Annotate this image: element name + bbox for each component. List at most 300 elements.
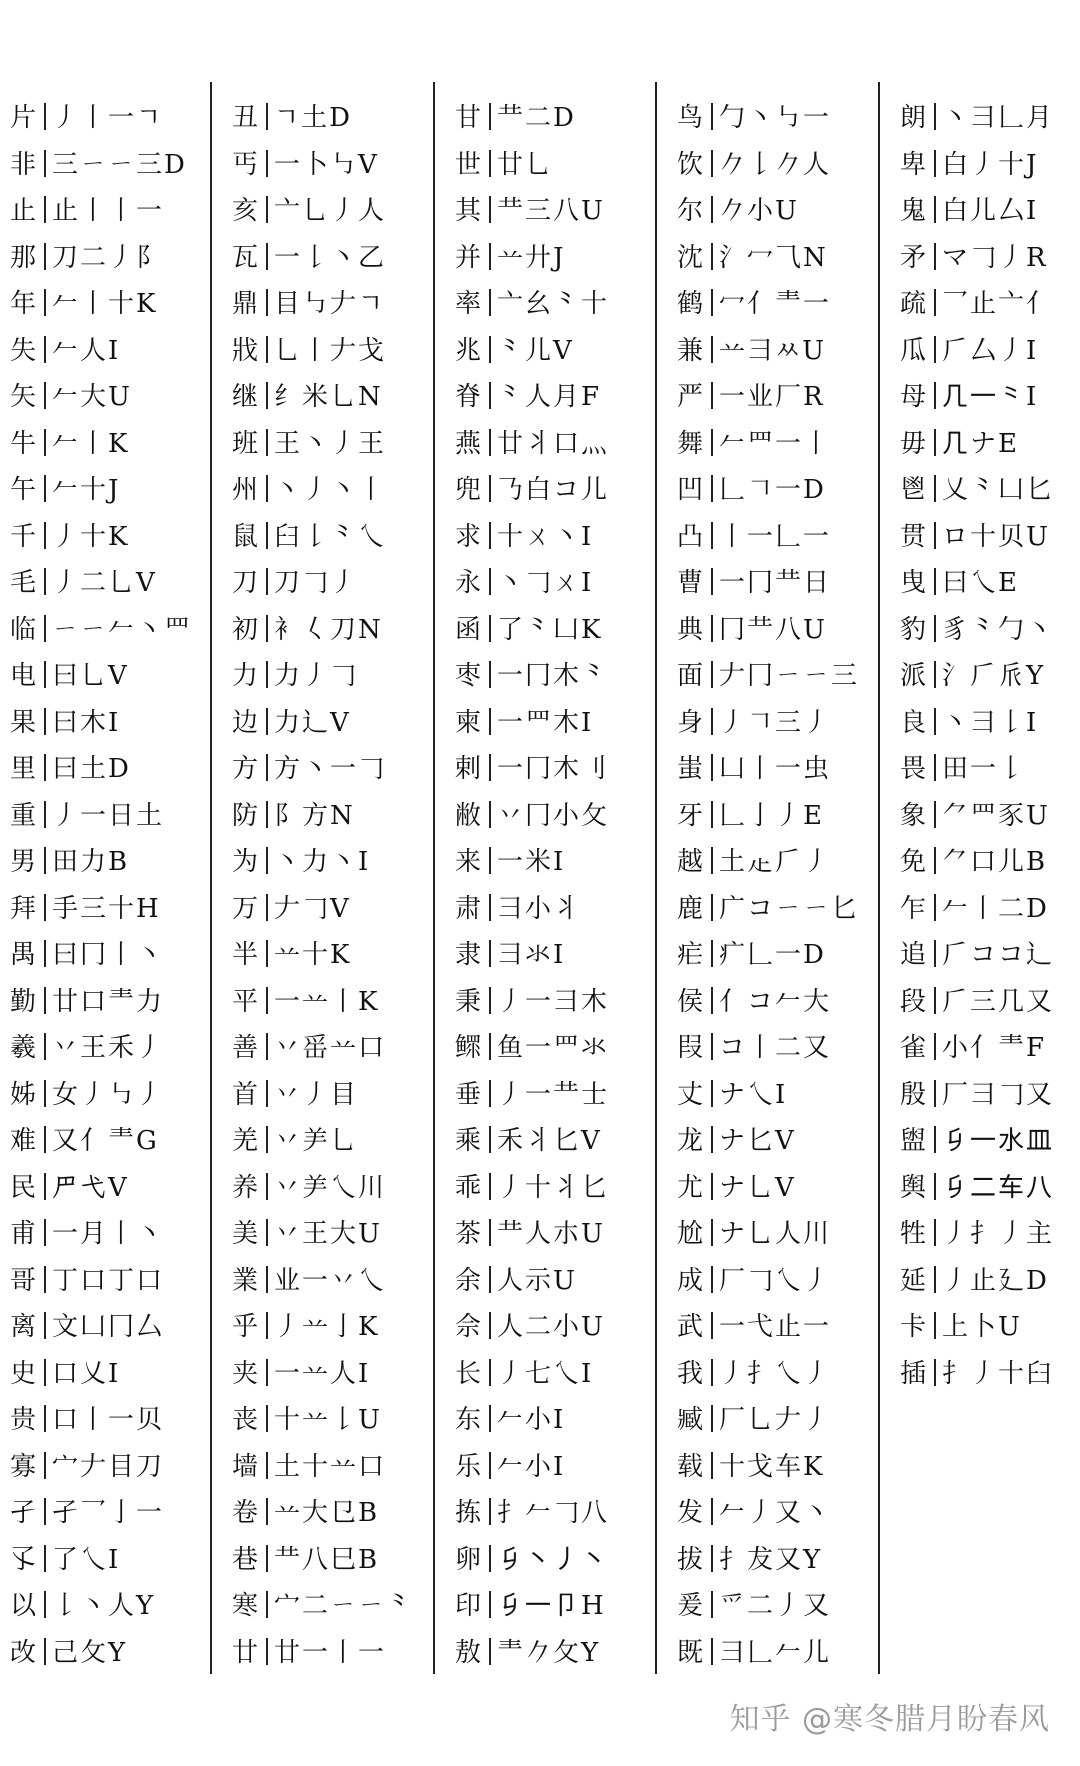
entry-separator <box>489 1498 491 1525</box>
entry-separator <box>489 429 491 456</box>
character-entry <box>677 467 882 514</box>
character-entry <box>455 1025 660 1072</box>
character-entry <box>455 886 660 933</box>
entry-code: 丁口丁口 <box>52 1265 165 1296</box>
entry-code: 阝方N <box>274 800 355 831</box>
entry-separator <box>489 289 491 316</box>
entry-code: 一业厂R <box>719 382 825 412</box>
entry-code: 丿一龷士 <box>497 1079 610 1110</box>
character-entry <box>455 1258 660 1305</box>
entry-character: 刀 <box>232 568 260 598</box>
character-entry <box>455 839 660 886</box>
entry-code: 𠃊𠃍一D <box>719 475 826 505</box>
entry-character: 爰 <box>677 1591 705 1621</box>
entry-separator <box>489 196 491 223</box>
entry-code: 𠂇冂ㄧㄧ三 <box>719 661 860 691</box>
character-entry <box>10 142 215 189</box>
entry-separator <box>44 1266 46 1293</box>
entry-character: 象 <box>900 800 928 831</box>
entry-code: 䒑廾J <box>497 242 566 273</box>
entry-separator <box>489 940 491 967</box>
entry-character: 丧 <box>232 1405 260 1435</box>
character-entry <box>455 374 660 421</box>
entry-character: 史 <box>10 1358 38 1389</box>
entry-code: ⺕氺I <box>497 940 566 970</box>
character-entry <box>677 142 882 189</box>
character-entry <box>232 142 437 189</box>
entry-separator <box>44 475 46 502</box>
character-entry <box>677 1537 882 1584</box>
entry-separator <box>934 801 936 828</box>
entry-separator <box>489 1266 491 1293</box>
entry-code: 厂乚𠂇丿 <box>719 1405 832 1435</box>
character-entry <box>10 607 215 654</box>
entry-character: 越 <box>677 847 705 877</box>
entry-code: ナ乚人川 <box>719 1219 832 1249</box>
entry-code: 丿丨一ㄱ <box>52 103 164 133</box>
character-entry <box>10 1211 215 1258</box>
entry-character: 方 <box>232 754 260 784</box>
entry-code: 宀𠂇目刀 <box>52 1451 165 1482</box>
entry-code: 禾丬匕V <box>497 1126 602 1156</box>
entry-separator <box>266 987 268 1014</box>
entry-code: 三ㄧㄧ三D <box>52 149 187 180</box>
character-entry <box>900 421 1080 468</box>
entry-separator <box>44 336 46 363</box>
entry-character: 舆 <box>900 1172 928 1203</box>
entry-separator <box>489 1033 491 1060</box>
entry-character: 毋 <box>900 428 928 459</box>
entry-character: 鬯 <box>900 475 928 505</box>
entry-character: 夹 <box>232 1358 260 1389</box>
character-entry <box>232 281 437 328</box>
entry-character: 以 <box>10 1591 38 1621</box>
entry-code: 亠幺⺀十 <box>497 289 610 319</box>
entry-code: 𠂎丶丿丶 <box>497 1544 610 1575</box>
entry-code: 𠄎白コ儿 <box>497 475 610 505</box>
character-entry <box>900 1025 1080 1072</box>
entry-code: 彐𠃊𠂉儿 <box>719 1637 832 1668</box>
entry-code: 𠂉丿又丶 <box>719 1498 832 1528</box>
character-entry <box>900 281 1080 328</box>
entry-code: 丷王禾丿 <box>52 1033 165 1063</box>
entry-character: 鼠 <box>232 521 260 552</box>
entry-code: 乛止亠⺅ <box>942 289 1055 319</box>
character-entry <box>232 467 437 514</box>
column-5 <box>900 95 1080 1397</box>
entry-separator <box>489 382 491 409</box>
entry-separator <box>266 1126 268 1153</box>
entry-separator <box>266 1266 268 1293</box>
entry-code: 𠂉人I <box>52 335 121 366</box>
entry-code: 人示U <box>497 1265 577 1296</box>
character-entry <box>10 1118 215 1165</box>
entry-character: 舞 <box>677 428 705 459</box>
entry-character: 既 <box>677 1637 705 1668</box>
entry-separator <box>711 1545 713 1572</box>
entry-code: 丶丿丶丨 <box>274 475 387 505</box>
entry-character: 尤 <box>677 1172 705 1203</box>
character-entry <box>677 1072 882 1119</box>
entry-character: 东 <box>455 1405 483 1435</box>
entry-character: 乖 <box>455 1172 483 1203</box>
entry-code: 亻コ𠂉大 <box>719 986 832 1017</box>
entry-character: 鹤 <box>677 289 705 319</box>
entry-separator <box>711 1405 713 1432</box>
character-entry <box>900 1304 1080 1351</box>
entry-character: 拔 <box>677 1544 705 1575</box>
entry-code: 上卜U <box>942 1312 1022 1342</box>
entry-code: ナ匕V <box>719 1126 796 1156</box>
entry-separator <box>44 1591 46 1618</box>
entry-character: 戕 <box>232 335 260 366</box>
entry-character: 寒 <box>232 1591 260 1621</box>
entry-code: 止丨丨一 <box>52 196 165 226</box>
entry-character: 为 <box>232 847 260 877</box>
entry-code: 丿一⺕木 <box>497 986 610 1017</box>
character-entry <box>900 886 1080 933</box>
character-entry <box>455 235 660 282</box>
character-entry <box>10 1397 215 1444</box>
entry-separator <box>266 1498 268 1525</box>
entry-character: 肃 <box>455 893 483 924</box>
entry-separator <box>934 382 936 409</box>
character-entry <box>232 932 437 979</box>
entry-separator <box>489 708 491 735</box>
character-entry <box>455 1397 660 1444</box>
entry-code: 一弋止一 <box>719 1312 832 1342</box>
entry-character: 饮 <box>677 149 705 180</box>
entry-code: 田力B <box>52 847 130 877</box>
entry-separator <box>44 708 46 735</box>
entry-code: 勹丶㇉一 <box>719 103 832 133</box>
entry-separator <box>489 615 491 642</box>
entry-separator <box>44 661 46 688</box>
entry-character: 敝 <box>455 800 483 831</box>
entry-separator <box>266 475 268 502</box>
entry-separator <box>711 847 713 874</box>
entry-separator <box>934 754 936 781</box>
entry-separator <box>44 1452 46 1479</box>
entry-character: 鳏 <box>455 1033 483 1063</box>
entry-code: 丷冂小攵 <box>497 800 610 831</box>
entry-code: 丿扌乀丿 <box>719 1358 832 1389</box>
character-entry <box>900 95 1080 142</box>
character-entry <box>900 700 1080 747</box>
character-entry <box>10 793 215 840</box>
entry-character: 雀 <box>900 1033 928 1063</box>
entry-separator <box>266 243 268 270</box>
entry-separator <box>934 987 936 1014</box>
entry-code: 冂龷八U <box>719 614 827 645</box>
character-entry <box>455 560 660 607</box>
entry-character: 臧 <box>677 1405 705 1435</box>
entry-code: 丿扌丿主 <box>942 1219 1055 1249</box>
entry-separator <box>934 196 936 223</box>
entry-character: 豹 <box>900 614 928 645</box>
character-entry <box>900 1211 1080 1258</box>
entry-character: 姊 <box>10 1079 38 1110</box>
entry-character: 佘 <box>455 1312 483 1342</box>
entry-separator <box>44 429 46 456</box>
entry-character: 永 <box>455 568 483 598</box>
entry-code: 廿乚 <box>497 149 554 180</box>
entry-separator <box>934 894 936 921</box>
entry-separator <box>266 429 268 456</box>
character-entry <box>900 374 1080 421</box>
entry-separator <box>266 1452 268 1479</box>
entry-separator <box>711 1452 713 1479</box>
character-entry <box>10 1583 215 1630</box>
character-entry <box>10 1165 215 1212</box>
entry-code: 丿七乀I <box>497 1358 594 1389</box>
entry-code: 𠂆厶丿I <box>942 335 1039 366</box>
entry-character: 善 <box>232 1033 260 1063</box>
entry-character: 尬 <box>677 1219 705 1249</box>
entry-separator <box>711 243 713 270</box>
character-entry <box>677 793 882 840</box>
entry-code: ㄱ土D <box>274 103 352 133</box>
entry-separator <box>711 754 713 781</box>
entry-character: 卡 <box>900 1312 928 1342</box>
entry-separator <box>489 661 491 688</box>
entry-character: 求 <box>455 521 483 552</box>
character-entry <box>232 1630 437 1677</box>
entry-code: 丷丿目 <box>274 1079 359 1110</box>
entry-code: ⺀儿V <box>497 335 574 366</box>
entry-character: 牙 <box>677 800 705 831</box>
character-entry <box>232 1258 437 1305</box>
entry-character: 鬼 <box>900 196 928 226</box>
entry-code: 豸⺀勹丶 <box>942 614 1055 645</box>
entry-character: 派 <box>900 661 928 691</box>
character-entry <box>10 1072 215 1119</box>
entry-code: 土龰𠂆丿 <box>719 847 832 877</box>
entry-character: 矢 <box>10 382 38 412</box>
entry-separator <box>711 522 713 549</box>
character-entry <box>10 281 215 328</box>
entry-code: 丶彐𠃊月 <box>942 103 1055 133</box>
character-entry <box>10 653 215 700</box>
entry-code: 𠂉十J <box>52 475 121 505</box>
character-entry <box>10 328 215 375</box>
character-entry <box>455 95 660 142</box>
character-entry <box>900 328 1080 375</box>
entry-character: 曹 <box>677 568 705 598</box>
character-entry <box>232 700 437 747</box>
character-entry <box>900 560 1080 607</box>
entry-character: 兆 <box>455 335 483 366</box>
entry-separator <box>489 894 491 921</box>
entry-code: マ𠃌丿R <box>942 242 1048 273</box>
entry-code: 己攵Y <box>52 1637 128 1668</box>
character-entry <box>455 188 660 235</box>
character-entry <box>455 1165 660 1212</box>
entry-character: 龙 <box>677 1126 705 1156</box>
entry-code: ナ乚V <box>719 1172 796 1203</box>
entry-separator <box>711 1638 713 1665</box>
entry-separator <box>44 754 46 781</box>
entry-code: 龶𠂊攵Y <box>497 1637 601 1668</box>
entry-code: 曰土D <box>52 754 131 784</box>
character-entry <box>455 607 660 654</box>
character-entry <box>10 932 215 979</box>
character-entry <box>232 235 437 282</box>
entry-code: コ丨二又 <box>719 1033 832 1063</box>
entry-separator <box>711 1359 713 1386</box>
character-entry <box>677 560 882 607</box>
character-entry <box>232 1397 437 1444</box>
character-entry <box>677 1211 882 1258</box>
character-entry <box>232 653 437 700</box>
character-entry <box>677 932 882 979</box>
entry-character: 侯 <box>677 986 705 1017</box>
entry-separator <box>266 1591 268 1618</box>
entry-separator <box>44 1173 46 1200</box>
entry-separator <box>934 243 936 270</box>
entry-separator <box>711 196 713 223</box>
character-entry <box>10 374 215 421</box>
entry-code: 丷⺶乀川 <box>274 1172 387 1203</box>
entry-separator <box>934 522 936 549</box>
entry-separator <box>711 289 713 316</box>
character-entry <box>10 560 215 607</box>
entry-separator <box>44 1219 46 1246</box>
entry-separator <box>711 475 713 502</box>
entry-character: 剌 <box>455 754 483 784</box>
entry-character: 我 <box>677 1358 705 1389</box>
entry-character: 余 <box>455 1265 483 1296</box>
entry-separator <box>711 708 713 735</box>
entry-separator <box>711 1033 713 1060</box>
entry-code: 𠂎二车八 <box>942 1172 1055 1203</box>
entry-code: 一卜㇉V <box>274 149 379 180</box>
entry-code: 凵丨一虫 <box>719 754 832 784</box>
entry-code: 文凵冂厶 <box>52 1312 165 1342</box>
entry-code: 一䒑丨K <box>274 986 380 1017</box>
entry-character: 乘 <box>455 1126 483 1156</box>
character-entry <box>455 514 660 561</box>
entry-code: 𠂉丨十K <box>52 289 158 319</box>
character-entry <box>455 1072 660 1119</box>
entry-separator <box>44 847 46 874</box>
entry-character: 继 <box>232 382 260 412</box>
entry-separator <box>266 522 268 549</box>
entry-character: 千 <box>10 521 38 552</box>
entry-character: 电 <box>10 661 38 691</box>
entry-code: 丶彐𠄌I <box>942 707 1039 738</box>
entry-character: 廿 <box>232 1637 260 1668</box>
entry-separator <box>44 289 46 316</box>
entry-character: 枣 <box>455 661 483 691</box>
entry-code: 丿十丬匕 <box>497 1172 610 1203</box>
entry-character: 严 <box>677 382 705 412</box>
entry-character: 鼎 <box>232 289 260 319</box>
entry-separator <box>711 1498 713 1525</box>
entry-character: 贵 <box>10 1405 38 1435</box>
entry-code: 小亻龶F <box>942 1033 1047 1063</box>
entry-separator <box>934 103 936 130</box>
entry-separator <box>266 1173 268 1200</box>
entry-separator <box>489 243 491 270</box>
entry-separator <box>44 1498 46 1525</box>
character-entry <box>677 1304 882 1351</box>
entry-character: 首 <box>232 1079 260 1110</box>
character-entry <box>232 1444 437 1491</box>
entry-separator <box>266 103 268 130</box>
entry-separator <box>44 987 46 1014</box>
entry-separator <box>266 1359 268 1386</box>
entry-character: 率 <box>455 289 483 319</box>
character-entry <box>232 374 437 421</box>
character-entry <box>232 1583 437 1630</box>
entry-character: 柬 <box>455 707 483 738</box>
character-entry <box>455 979 660 1026</box>
entry-character: 延 <box>900 1265 928 1296</box>
character-entry <box>455 421 660 468</box>
entry-separator <box>711 568 713 595</box>
character-entry <box>900 514 1080 561</box>
entry-character: 乎 <box>232 1312 260 1342</box>
entry-character: 其 <box>455 196 483 226</box>
entry-code: 丷王大U <box>274 1219 382 1249</box>
entry-separator <box>266 1033 268 1060</box>
entry-code: 丿二乚V <box>52 568 157 598</box>
entry-separator <box>266 801 268 828</box>
character-entry <box>900 1165 1080 1212</box>
character-entry <box>900 979 1080 1026</box>
entry-code: 十䒑𠄌U <box>274 1405 382 1435</box>
entry-separator <box>934 1173 936 1200</box>
entry-character: 长 <box>455 1358 483 1389</box>
character-entry <box>677 1583 882 1630</box>
entry-code: 鱼一罒氺 <box>497 1033 610 1063</box>
character-entry <box>10 1444 215 1491</box>
entry-separator <box>44 1359 46 1386</box>
entry-code: 䒑⺕ㅆU <box>719 335 827 366</box>
character-entry <box>232 421 437 468</box>
entry-character: 哥 <box>10 1265 38 1296</box>
entry-code: 力辶V <box>274 707 351 738</box>
character-entry <box>10 1025 215 1072</box>
entry-character: 临 <box>10 614 38 645</box>
character-entry <box>455 793 660 840</box>
entry-separator <box>266 150 268 177</box>
entry-character: 州 <box>232 475 260 505</box>
entry-code: 一䒑人I <box>274 1358 371 1389</box>
entry-code: 𠃜弋V <box>52 1172 129 1203</box>
entry-separator <box>44 196 46 223</box>
entry-separator <box>711 103 713 130</box>
entry-code: 丶力丶I <box>274 847 371 877</box>
character-entry <box>677 746 882 793</box>
entry-separator <box>711 429 713 456</box>
entry-character: 拣 <box>455 1498 483 1528</box>
entry-character: 羌 <box>232 1126 260 1156</box>
character-entry <box>10 235 215 282</box>
entry-code: 孑乛亅一 <box>52 1498 165 1528</box>
entry-separator <box>711 661 713 688</box>
entry-code: 业一丷乀 <box>274 1265 387 1296</box>
entry-code: 爫二丿又 <box>719 1591 832 1621</box>
entry-separator <box>489 1126 491 1153</box>
entry-character: 矛 <box>900 242 928 273</box>
entry-character: 力 <box>232 661 260 691</box>
entry-character: 男 <box>10 847 38 877</box>
entry-character: 载 <box>677 1451 705 1482</box>
entry-character: 卷 <box>232 1498 260 1528</box>
entry-separator <box>489 754 491 781</box>
